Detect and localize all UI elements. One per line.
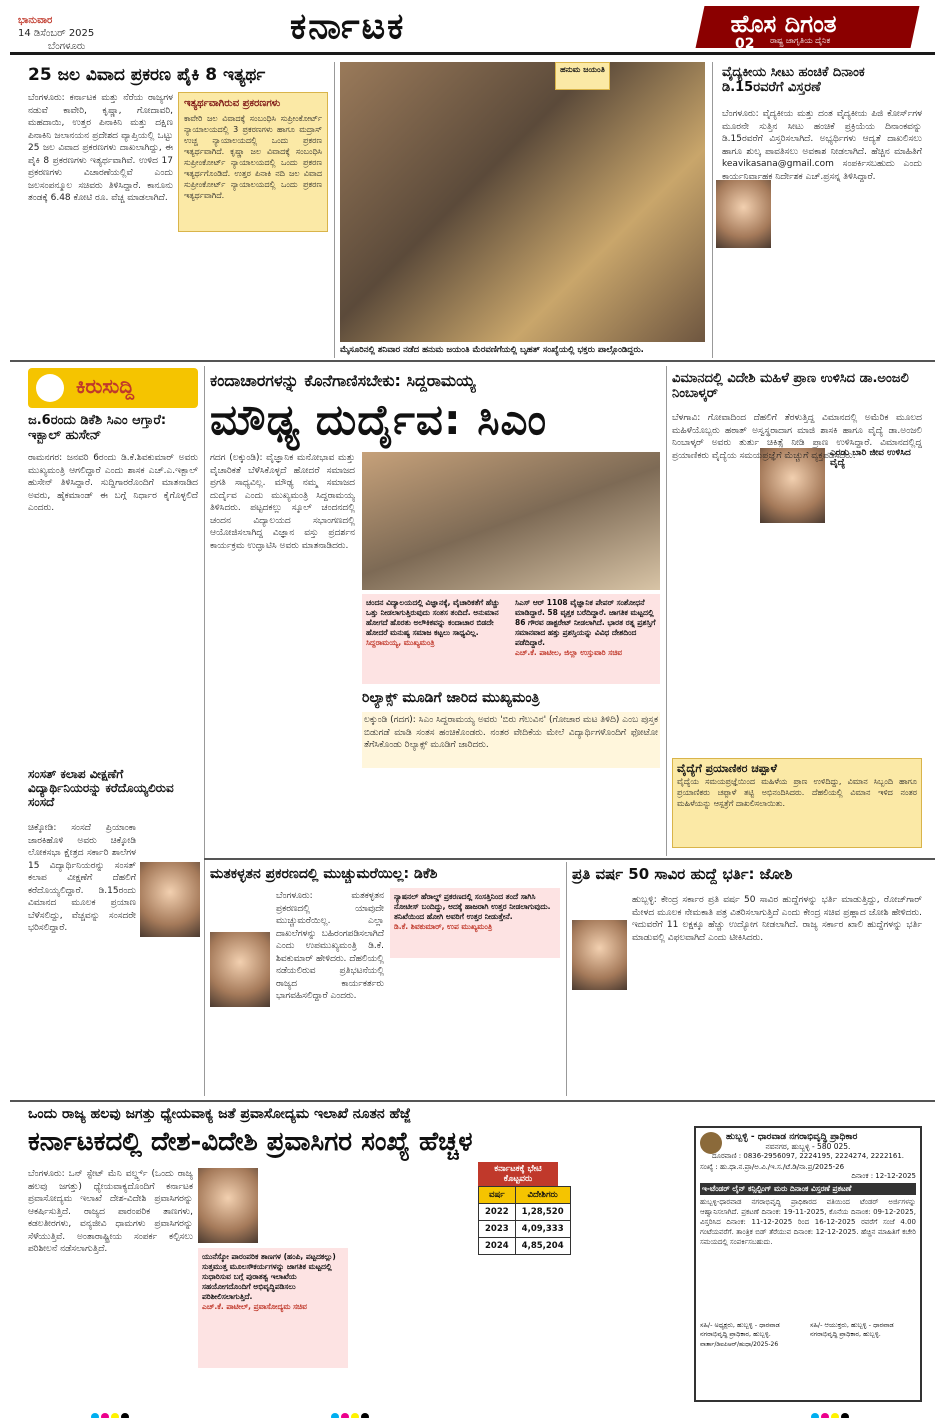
story6-attr: ಡಿ.ಕೆ. ಶಿವಕುಮಾರ್, ಉಪ ಮುಖ್ಯಮಂತ್ರಿ	[394, 922, 493, 931]
hand-icon	[36, 374, 64, 402]
tourism-table-box	[478, 1162, 564, 1255]
story4-headline: ರಿಲ್ಯಾಕ್ಸ್ ಮೂಡಿಗೆ ಜಾರಿದ ಮುಖ್ಯಮಂತ್ರಿ	[362, 690, 540, 706]
lead-quote1: ಚಂದನ ವಿದ್ಯಾಲಯದಲ್ಲಿ ವಿಜ್ಞಾನಕ್ಕೆ, ವೈಚಾರಿಕತೆಗೆ ಹೆಚ್ಚು ಒತ್ತು ನೀಡಲಾಗುತ್ತಿರುವುದು ಸಂತಸ ತಂದಿದೆ. ಅನುಮಾನ ಹೋಗದೆ ಹೊರತು ಅಲೌಕಿಕವನ್ನು ಕಂದಾಚಾರ ಬಿಡದೇ ಹೋದರೆ ಮನುಷ್ಯ ಸಮಾಜ ಕಟ್ಟಲು ಸಾಧ್ಯವಿಲ್ಲ.	[366, 598, 500, 637]
story5-headline: ವಿಮಾನದಲ್ಲಿ ವಿದೇಶಿ ಮಹಿಳೆ ಪ್ರಾಣ ಉಳಿಸಿದ ಡಾ.ಅಂಜಲಿ ನಿಂಬಾಳ್ಕರ್	[672, 371, 909, 401]
table-cell-value: 1,28,520	[515, 1204, 570, 1221]
tender-sign-right: ಸಹಿ/- ಆಯುಕ್ತರು, ಹುಬ್ಬಳ್ಳಿ - ಧಾರವಾಡ ನಗರಾಭಿವೃದ್ಧಿ ಪ್ರಾಧಿಕಾರ, ಹುಬ್ಬಳ್ಳಿ.	[810, 1321, 894, 1339]
rule-v1	[334, 62, 335, 358]
table-cell-year: 2022	[479, 1204, 516, 1221]
lead-quotes	[362, 594, 660, 684]
rule-v2	[712, 62, 713, 358]
masthead-date	[18, 14, 94, 53]
story8-kicker: ಒಂದು ರಾಜ್ಯ ಹಲವು ಜಗತ್ತು ಧ್ಯೇಯವಾಕ್ಯ ಜತೆ ಪ್ರವಾಸೋದ್ಯಮ ಇಲಾಖೆ ನೂತನ ಹೆಜ್ಜೆ	[28, 1106, 411, 1122]
tender-ref: ಸಂಖ್ಯೆ : ಹು.ಧಾ.ನ.ಪ್ರಾ/ಅ.ವಿ./ಇ.ಸ./ಟೆ.ಡಿ/ನಾ.ಪ್ರ/2025-26	[700, 1163, 845, 1172]
story8-body-cont	[354, 1168, 474, 1398]
lead-headline: ಮೌಢ್ಯ ದುರ್ದೈವ: ಸಿಎಂ	[210, 395, 548, 444]
table-cell-year: 2023	[479, 1221, 516, 1238]
tender-logo	[700, 1132, 722, 1154]
story5-box-title: ವೈದ್ಯೆಗೆ ಪ್ರಯಾಣಿಕರ ಚಪ್ಪಾಳೆ	[677, 762, 777, 775]
lead-quote2-attr: ಎಚ್.ಕೆ. ಪಾಟೀಲ, ಜಿಲ್ಲಾ ಉಸ್ತುವಾರಿ ಸಚಿವ	[515, 648, 623, 657]
story2-headline: ವೈದ್ಯಕೀಯ ಸೀಟು ಹಂಚಿಕೆ ದಿನಾಂಕ ಡಿ.15ರವರೆಗೆ ವಿಸ್ತರಣೆ	[722, 65, 865, 95]
paper-name: ಹೊಸ ದಿಗಂತ	[730, 10, 837, 38]
kirusuddi-body: ರಾಮನಗರ: ಜನವರಿ 6ರಂದು ಡಿ.ಕೆ.ಶಿವಕುಮಾರ್ ಅವರು ಮುಖ್ಯಮಂತ್ರಿ ಆಗಲಿದ್ದಾರೆ ಎಂದು ಶಾಸಕ ಎಚ್.ಎ.ಇಕ್ಬಾಲ್ ಹುಸೇನ್ ತಿಳಿಸಿದ್ದಾರೆ. ಸುದ್ದಿಗಾರರೊಂದಿಗೆ ಮಾತನಾಡಿದ ಅವರು, ಹೈಕಮಾಂಡ್ ಈ ಬಗ್ಗೆ ನಿರ್ಧಾರ ಕೈಗೊಳ್ಳಲಿದೆ ಎಂದರು.	[28, 453, 198, 513]
tender-sign-left: ಸಹಿ/- ಅಧ್ಯಕ್ಷರು, ಹುಬ್ಬಳ್ಳಿ - ಧಾರವಾಡ ನಗರಾಭಿವೃದ್ಧಿ ಪ್ರಾಧಿಕಾರ, ಹುಬ್ಬಳ್ಳಿ.	[700, 1321, 780, 1339]
lead-body: ಗದಗ (ಲಕ್ಕುಂಡಿ): ವೈಜ್ಞಾನಿಕ ಮನೋಭಾವ ಮತ್ತು ವೈಚಾರಿಕತೆ ಬೆಳೆಸಿಕೊಳ್ಳದೆ ಹೋದರೆ ಸಮಾಜದ ಪ್ರಗತಿ ಸಾಧ್ಯವಿಲ್ಲ. ಮೌಢ್ಯ ನಮ್ಮ ಸಮಾಜದ ದುರ್ದೈವ ಎಂದು ಮುಖ್ಯಮಂತ್ರಿ ಸಿದ್ದರಾಮಯ್ಯ ತಿಳಿಸಿದರು. ಪಟ್ಟದಕಲ್ಲು ಸ್ಕೂಲ್ ಚಂದನದಲ್ಲಿ ಚಂದನ ವಿದ್ಯಾಲಯದ ಸಭಾಂಗಣದಲ್ಲಿ ಆಯೋಜಿಸಲಾಗಿದ್ದ ವಿಜ್ಞಾನ ವಸ್ತು ಪ್ರದರ್ಶನ ಕಾರ್ಯಕ್ರಮ ಉದ್ಘಾಟಿಸಿ ಅವರು ಮಾತನಾಡಿದರು.	[210, 453, 355, 551]
tender-code: ವಾರ್ತಾ/ಡಿಐಪಿಆರ್/ಹುಧಾ/2025-26	[700, 1341, 779, 1349]
table-row	[479, 1238, 571, 1255]
mp-photo	[140, 862, 200, 937]
story5-box-text: ವೈದ್ಯೆಯ ಸಮಯಪ್ರಜ್ಞೆಯಿಂದ ಮಹಿಳೆಯ ಪ್ರಾಣ ಉಳಿದಿದ್ದು, ವಿಮಾನ ಸಿಬ್ಬಂದಿ ಹಾಗೂ ಪ್ರಯಾಣಿಕರು ಚಪ್ಪಾಳೆ ತಟ್ಟಿ ಅಭಿನಂದಿಸಿದರು. ದೆಹಲಿಯಲ್ಲಿ ವಿಮಾನ ಇಳಿದ ನಂತರ ಮಹಿಳೆಯನ್ನು ಆಸ್ಪತ್ರೆಗೆ ದಾಖಲಿಸಲಾಯಿತು.	[677, 776, 917, 808]
story5-box	[672, 758, 922, 848]
rule-v5	[566, 862, 567, 1096]
tourism-table-head-year: ವರ್ಷ	[479, 1187, 516, 1204]
table-cell-year: 2024	[479, 1238, 516, 1255]
table-cell-value: 4,09,333	[515, 1221, 570, 1238]
rule-h1	[10, 360, 935, 362]
rule-h2	[204, 858, 935, 860]
tender-date: ದಿನಾಂಕ : 12-12-2025	[851, 1172, 916, 1181]
story6-headline: ಮತಕಳ್ಳತನ ಪ್ರಕರಣದಲ್ಲಿ ಮುಚ್ಚುಮರೆಯಿಲ್ಲ: ಡಿಕೆಶಿ	[210, 866, 438, 882]
story7-headline: ಪ್ರತಿ ವರ್ಷ 50 ಸಾವಿರ ಹುದ್ದೆ ಭರ್ತಿ: ಜೋಶಿ	[572, 865, 793, 883]
tender-phone: ದೂರವಾಣಿ : 0836-2956097, 2224195, 2224274, 2222161.	[711, 1152, 905, 1161]
story8-headline: ಕರ್ನಾಟಕದಲ್ಲಿ ದೇಶ-ವಿದೇಶಿ ಪ್ರವಾಸಿಗರ ಸಂಖ್ಯೆ ಹೆಚ್ಚಳ	[28, 1127, 473, 1157]
tender-notice-title: ಇ-ಟೆಂಡರ್ ಲೈನ್ ಕನ್ಸಿಲ್ಟಿಂಗ್ ಮರು ದಿನಾಂಕ ವಿಸ್ತರಣೆ ಪ್ರಕಟಣೆ	[700, 1183, 916, 1195]
lead-quote2: ಸಿಎಸ್ ಆರ್ 1108 ವೈಜ್ಞಾನಿಕ ಪೇಪರ್ ಸಂಶೋಧನೆ ಮಾಡಿದ್ದಾರೆ. 58 ವೃತ್ತಕ ಬರೆದಿದ್ದಾರೆ. ಜಾಗತಿಕ ಮಟ್ಟದಲ್ಲಿ 86 ಗೌರವ ಡಾಕ್ಟರೇಟ್ ನೀಡಲಾಗಿದೆ. ಭಾರತ ರತ್ನ ಪ್ರಶಸ್ತಿಗೆ ಸಮಾನವಾದ ಹತ್ತು ಪ್ರಶಸ್ತಿಯನ್ನು ವಿವಿಧ ದೇಶದಿಂದ ಪಡೆದಿದ್ದಾರೆ.	[515, 598, 656, 647]
photo-badge: ಹನುಮ ಜಯಂತಿ	[555, 62, 610, 90]
story6-quote-box	[390, 888, 560, 958]
story8-body: ಬೆಂಗಳೂರು: ಒನ್ ಸ್ಟೇಟ್ ಮೆನಿ ವರ್ಲ್ಡ್ಸ್ (ಒಂದು ರಾಜ್ಯ ಹಲವು ಜಗತ್ತು) ಧ್ಯೇಯವಾಕ್ಯದೊಂದಿಗೆ ಕರ್ನಾಟಕ ಪ್ರವಾಸೋದ್ಯಮ ಇಲಾಖೆ ದೇಶ-ವಿದೇಶಿ ಪ್ರವಾಸಿಗರನ್ನು ಆಕರ್ಷಿಸುತ್ತಿದೆ. ರಾಜ್ಯದ ಪಾರಂಪರಿಕ ತಾಣಗಳು, ಕಡಲತೀರಗಳು, ವನ್ಯಜೀವಿ ಧಾಮಗಳು ಪ್ರವಾಸಿಗರನ್ನು ಸೆಳೆಯುತ್ತಿವೆ. ಅಂತಾರಾಷ್ಟ್ರೀಯ ಸಂಪರ್ಕ ಕಲ್ಪಿಸಲು ಪರಿಶೀಲನೆ ನಡೆಸಲಾಗುತ್ತಿದೆ.	[28, 1169, 193, 1254]
story4-body: ಲಕ್ಕುಂಡಿ (ಗದಗ): ಸಿಎಂ ಸಿದ್ದರಾಮಯ್ಯ ಅವರು 'ಬಿರು ಗೆಲುವಿನ' (ಗೋಚಾರ ಮಟ ತಿಳಿದಿ) ಎಂಬ ಪುಸ್ತಕ ಬಿಡುಗಡೆ ಮಾಡಿ ಸಂತಸ ಹಂಚಿಕೊಂಡರು. ನಂತರ ವೇದಿಕೆಯ ಮೇಲೆ ವಿದ್ಯಾರ್ಥಿಗಳೊಂದಿಗೆ ಫೋಟೋ ತೆಗೆಸಿಕೊಂಡು ರಿಲ್ಯಾಕ್ಸ್ ಮೂಡಿಗೆ ಜಾರಿದರು.	[362, 712, 660, 768]
tender-address: ನವನಗರ, ಹುಬ್ಬಳ್ಳಿ - 580 025.	[765, 1142, 851, 1152]
story1-box	[178, 92, 328, 232]
story1-box-title: ಇತ್ಯರ್ಥವಾಗಿರುವ ಪ್ರಕರಣಗಳು	[184, 98, 281, 109]
rule-v4	[666, 366, 667, 856]
story1-body-cont	[178, 238, 328, 354]
tourism-table	[478, 1186, 571, 1255]
table-row	[479, 1221, 571, 1238]
tender-body: ಹುಬ್ಬಳ್ಳಿ-ಧಾರವಾಡ ನಗರಾಭಿವೃದ್ಧಿ ಪ್ರಾಧಿಕಾರದ ವತಿಯಿಂದ ಟೆಂಡರ್ ಅರ್ಜಿಗಳನ್ನು ಆಹ್ವಾನಿಸಲಾಗಿದೆ. ಪ್ರಕಟಣೆ ದಿನಾಂಕ: 19-11-2025, ಕೊನೆಯ ದಿನಾಂಕ: 09-12-2025, ವಿಸ್ತರಿಸಿದ ದಿನಾಂಕ: 11-12-2025 ರಿಂದ 16-12-2025 ರವರೆಗೆ ಸಂಜೆ 4.00 ಗಂಟೆಯವರೆಗೆ. ತಾಂತ್ರಿಕ ಬಿಡ್ ತೆರೆಯುವ ದಿನಾಂಕ: 12-12-2025. ಹೆಚ್ಚಿನ ಮಾಹಿತಿಗೆ ಕಚೇರಿ ಸಮಯದಲ್ಲಿ ಸಂಪರ್ಕಿಸಬಹುದು.	[700, 1198, 916, 1247]
story1-headline: 25 ಜಲ ವಿವಾದ ಪ್ರಕರಣ ಪೈಕಿ 8 ಇತ್ಯರ್ಥ	[28, 65, 266, 85]
tender-title: ಹುಬ್ಬಳ್ಳಿ - ಧಾರವಾಡ ನಗರಾಭಿವೃದ್ಧಿ ಪ್ರಾಧಿಕಾರ	[726, 1132, 858, 1142]
table-row	[479, 1204, 571, 1221]
story5-body: ಬೆಳಗಾವಿ: ಗೋವಾದಿಂದ ದೆಹಲಿಗೆ ತೆರಳುತ್ತಿದ್ದ ವಿಮಾನದಲ್ಲಿ ಅಮೆರಿಕ ಮೂಲದ ಮಹಿಳೆಯೊಬ್ಬರು ಹಠಾತ್ ಅಸ್ವಸ್ಥರಾದಾಗ ಮಾಜಿ ಶಾಸಕಿ ಹಾಗೂ ವೈದ್ಯೆ ಡಾ.ಅಂಜಲಿ ನಿಂಬಾಳ್ಕರ್ ಅವರು ತುರ್ತು ಚಿಕಿತ್ಸೆ ನೀಡಿ ಪ್ರಾಣ ಉಳಿಸಿದ್ದಾರೆ. ವಿಮಾನದಲ್ಲಿದ್ದ ಪ್ರಯಾಣಿಕರು ವೈದ್ಯೆಯ ಸಮಯಪ್ರಜ್ಞೆಗೆ ಮೆಚ್ಚುಗೆ ವ್ಯಕ್ತಪಡಿಸಿದರು.	[672, 413, 922, 461]
story3-body: ಚಿಕ್ಕೋಡಿ: ಸಂಸದೆ ಪ್ರಿಯಾಂಕಾ ಜಾರಕಿಹೊಳಿ ಅವರು ಚಿಕ್ಕೋಡಿ ಲೋಕಸಭಾ ಕ್ಷೇತ್ರದ ಸರ್ಕಾರಿ ಶಾಲೆಗಳ 15 ವಿದ್ಯಾರ್ಥಿನಿಯರನ್ನು ಸಂಸತ್ ಕಲಾಪ ವೀಕ್ಷಣೆಗೆ ದೆಹಲಿಗೆ ಕರೆದೊಯ್ಯಲಿದ್ದಾರೆ. ಡಿ.15ರಂದು ವಿಮಾನದ ಮೂಲಕ ಪ್ರಯಾಣ ಬೆಳೆಸಲಿದ್ದು, ವೆಚ್ಚವನ್ನು ಸಂಸದರೇ ಭರಿಸಲಿದ್ದಾರೆ.	[28, 823, 136, 933]
hanuma-jayanti-photo	[340, 62, 705, 342]
lead-photo	[362, 452, 660, 590]
page-number: 02	[735, 36, 755, 52]
dkshi-photo	[210, 932, 270, 1007]
section-title: ಕರ್ನಾಟಕ	[290, 6, 406, 47]
lead-quote1-attr: ಸಿದ್ದರಾಮಯ್ಯ, ಮುಖ್ಯಮಂತ್ರಿ	[366, 638, 435, 647]
kirusuddi-label: ಕಿರುಸುದ್ದಿ	[76, 374, 135, 398]
tourism-table-title: ಕರ್ನಾಟಕಕ್ಕೆ ಭೇಟಿ ಕೊಟ್ಟವರು	[478, 1162, 558, 1186]
story7-body: ಹುಬ್ಬಳ್ಳಿ: ಕೇಂದ್ರ ಸರ್ಕಾರ ಪ್ರತಿ ವರ್ಷ 50 ಸಾವಿರ ಹುದ್ದೆಗಳನ್ನು ಭರ್ತಿ ಮಾಡುತ್ತಿದ್ದು, ರೋಜ್‌ಗಾರ್ ಮೇಳದ ಮೂಲಕ ನೇಮಕಾತಿ ಪತ್ರ ವಿತರಿಸಲಾಗುತ್ತಿದೆ ಎಂದು ಕೇಂದ್ರ ಸಚಿವ ಪ್ರಹ್ಲಾದ ಜೋಶಿ ಹೇಳಿದರು. ಇದುವರೆಗೆ 11 ಲಕ್ಷಕ್ಕೂ ಹೆಚ್ಚು ಉದ್ಯೋಗ ನೀಡಲಾಗಿದೆ. ರಾಜ್ಯ ಸರ್ಕಾರ ಖಾಲಿ ಹುದ್ದೆಗಳನ್ನು ಭರ್ತಿ ಮಾಡುವಲ್ಲಿ ವಿಫಲವಾಗಿದೆ ಎಂದು ಟೀಕಿಸಿದರು.	[632, 895, 922, 943]
story1-box-text: ಕಾವೇರಿ ಜಲ ವಿವಾದಕ್ಕೆ ಸಂಬಂಧಿಸಿ ಸುಪ್ರೀಂಕೋರ್ಟ್ ನ್ಯಾಯಾಲಯದಲ್ಲಿ 3 ಪ್ರಕರಣಗಳು ಹಾಗೂ ಮದ್ರಾಸ್ ಉಚ್ಚ ನ್ಯಾಯಾಲಯದಲ್ಲಿ ಒಂದು ಪ್ರಕರಣ ಇತ್ಯರ್ಥವಾಗಿದೆ. ಕೃಷ್ಣಾ ಜಲ ವಿವಾದಕ್ಕೆ ಸಂಬಂಧಿಸಿ ಸುಪ್ರೀಂಕೋರ್ಟ್ ನ್ಯಾಯಾಲಯದಲ್ಲಿ ಒಂದು ಪ್ರಕರಣ ಇತ್ಯರ್ಥಗೊಂಡಿದೆ. ಉತ್ತರ ಪಿನಾಕಿ ನದಿ ಜಲ ವಿವಾದ ಸುಪ್ರೀಂಕೋರ್ಟ್ ನ್ಯಾಯಾಲಯದಲ್ಲಿ ಒಂದು ಪ್ರಕರಣ ಇತ್ಯರ್ಥವಾಗಿದೆ.	[184, 113, 322, 200]
masthead-day: ಭಾನುವಾರ	[18, 15, 53, 26]
tourism-table-head-foreign: ವಿದೇಶಿಗರು	[515, 1187, 570, 1204]
registration-marks-left	[90, 1406, 130, 1418]
story8-quote: ಯುನೆಸ್ಕೋ ಪಾರಂಪರಿಕ ತಾಣಗಳ (ಹಂಪಿ, ಪಟ್ಟದಕಲ್ಲು) ಸುತ್ತಮುತ್ತ ಮೂಲಸೌಕರ್ಯಗಳನ್ನು ಜಾಗತಿಕ ಮಟ್ಟದಲ್ಲಿ ಸುಧಾರಿಸುವ ಬಗ್ಗೆ ಪುರಾತತ್ವ ಇಲಾಖೆಯ ಸಹಯೋಗದೊಂದಿಗೆ ಅಭಿವೃದ್ಧಿಪಡಿಸಲು ಪರಿಶೀಲಿಸಲಾಗುತ್ತಿದೆ.	[202, 1252, 336, 1301]
story8-quote-box	[198, 1248, 348, 1368]
story2-body: ಬೆಂಗಳೂರು: ವೈದ್ಯಕೀಯ ಮತ್ತು ದಂತ ವೈದ್ಯಕೀಯ ಪಿಜಿ ಕೋರ್ಸ್‌ಗಳ ಮೂರನೇ ಸುತ್ತಿನ ಸೀಟು ಹಂಚಿಕೆ ಪ್ರಕ್ರಿಯೆಯ ದಿನಾಂಕವನ್ನು ಡಿ.15ರವರೆಗೆ ವಿಸ್ತರಿಸಲಾಗಿದೆ. ಅಭ್ಯರ್ಥಿಗಳು ಆದ್ಯತೆ ದಾಖಲಿಸಲು ಹಾಗೂ ಶುಲ್ಕ ಪಾವತಿಸಲು ಅವಕಾಶ ನೀಡಲಾಗಿದೆ. ಹೆಚ್ಚಿನ ಮಾಹಿತಿಗೆ keavikasana@gmail.com ಸಂಪರ್ಕಿಸಬಹುದು ಎಂದು ಕಾರ್ಯನಿರ್ವಾಹಕ ನಿರ್ದೇಶಕ ಎಚ್.ಪ್ರಸನ್ನ ತಿಳಿಸಿದ್ದಾರೆ.	[722, 109, 922, 182]
story5-subhead: ಎರಡು ಬಾರಿ ಜೀವ ಉಳಿಸಿದ ವೈದ್ಯೆ	[830, 448, 911, 469]
story6-quote: ನ್ಯಾಷನಲ್ ಹೆರಾಲ್ಡ್ ಪ್ರಕರಣದಲ್ಲಿ ಸಂಸತ್ತಿನಿಂದ ತಂದೆ ಸಾಗಿಸಿ ನೋಟೀಸ್ ಬಂದಿದ್ದು, ಅದಕ್ಕೆ ಹಾಜರಾಗಿ ಉತ್ತರ ನೀಡಲಾಗುವುದು. ತನಿಖೆಯಿಂದ ಹೋಗಿ ಅವರಿಗೆ ಉತ್ತರ ನೀಡುತ್ತೇನೆ.	[394, 892, 551, 921]
masthead-city: ಬೆಂಗಳೂರು	[48, 41, 86, 52]
kirusuddi-banner	[28, 368, 198, 408]
masthead-date-text: 14 ಡಿಸೆಂಬರ್ 2025	[18, 28, 95, 39]
story8-body-cont2	[562, 1168, 687, 1398]
kirusuddi-headline: ಜ.6ರಂದು ಡಿಕೆಶಿ ಸಿಎಂ ಆಗ್ತಾರೆ: ಇಕ್ಬಾಲ್ ಹುಸೇನ್	[28, 413, 167, 443]
registration-marks-right	[810, 1406, 850, 1418]
story6-body: ಬೆಂಗಳೂರು: ಮತಕಳ್ಳತನ ಪ್ರಕರಣದಲ್ಲಿ ಯಾವುದೇ ಮುಚ್ಚುಮರೆಯಿಲ್ಲ. ಎಲ್ಲಾ ದಾಖಲೆಗಳನ್ನು ಬಹಿರಂಗಪಡಿಸಲಾಗಿದೆ ಎಂದು ಉಪಮುಖ್ಯಮಂತ್ರಿ ಡಿ.ಕೆ. ಶಿವಕುಮಾರ್ ಹೇಳಿದರು. ದೆಹಲಿಯಲ್ಲಿ ನಡೆಯಲಿರುವ ಪ್ರತಿಭಟನೆಯಲ್ಲಿ ರಾಜ್ಯದ ಕಾರ್ಯಕರ್ತರು ಭಾಗವಹಿಸಲಿದ್ದಾರೆ ಎಂದರು.	[276, 891, 384, 1001]
story1-body: ಬೆಂಗಳೂರು: ಕರ್ನಾಟಕ ಮತ್ತು ನೆರೆಯ ರಾಜ್ಯಗಳ ನಡುವೆ ಕಾವೇರಿ, ಕೃಷ್ಣಾ, ಗೋದಾವರಿ, ಮಹದಾಯಿ, ಉತ್ತರ ಪಿನಾಕಿನಿ ಮತ್ತು ದಕ್ಷಿಣ ಪಿನಾಕಿನಿ ಜಲಾನಯನ ಪ್ರದೇಶದ ವ್ಯಾಪ್ತಿಯಲ್ಲಿ ಒಟ್ಟು 25 ಜಲ ವಿವಾದ ಪ್ರಕರಣಗಳು ದಾಖಲಾಗಿದ್ದು, ಈ ಪೈಕಿ 8 ಪ್ರಕರಣಗಳು ಇತ್ಯರ್ಥವಾಗಿವೆ. ಉಳಿದ 17 ಪ್ರಕರಣಗಳು ವಿಚಾರಣೆಯಲ್ಲಿವೆ ಎಂದು ಜಲಸಂಪನ್ಮೂಲ ಸಚಿವರು ತಿಳಿಸಿದ್ದಾರೆ. ಕಾನೂನು ತಂಡಕ್ಕೆ 6.48 ಕೋಟಿ ರೂ. ವೆಚ್ಚ ಮಾಡಲಾಗಿದೆ.	[28, 93, 173, 203]
registration-marks-mid	[330, 1406, 370, 1418]
paper-tagline: ರಾಷ್ಟ್ರ ಜಾಗೃತಿಯ ದೈನಿಕ	[770, 36, 831, 45]
lead-kicker: ಕಂದಾಚಾರಗಳನ್ನು ಕೊನೆಗಾಣಿಸಬೇಕು: ಸಿದ್ದರಾಮಯ್ಯ	[210, 371, 476, 390]
tender-notice	[694, 1126, 922, 1402]
story8-quote-attr: ಎಚ್.ಕೆ. ಪಾಟೀಲ್, ಪ್ರವಾಸೋದ್ಯಮ ಸಚಿವ	[202, 1302, 307, 1311]
joshi-photo	[572, 920, 627, 990]
photo1-caption: ಮೈಸೂರಿನಲ್ಲಿ ಶನಿವಾರ ನಡೆದ ಹನುಮ ಜಯಂತಿ ಮೆರವಣಿಗೆಯಲ್ಲಿ ಬೃಹತ್ ಸಂಖ್ಯೆಯಲ್ಲಿ ಭಕ್ತರು ಪಾಲ್ಗೊಂಡಿದ್ದರು.	[340, 345, 644, 355]
rule-h3	[10, 1100, 935, 1102]
rule-v3	[204, 366, 205, 1096]
hkpatil-photo	[198, 1168, 258, 1243]
table-cell-value: 4,85,204	[515, 1238, 570, 1255]
masthead-rule	[10, 52, 935, 55]
story3-headline: ಸಂಸತ್ ಕಲಾಪ ವೀಕ್ಷಣೆಗೆ ವಿದ್ಯಾರ್ಥಿನಿಯರನ್ನು ಕರೆದೊಯ್ಯಲಿರುವ ಸಂಸದೆ	[28, 767, 174, 809]
